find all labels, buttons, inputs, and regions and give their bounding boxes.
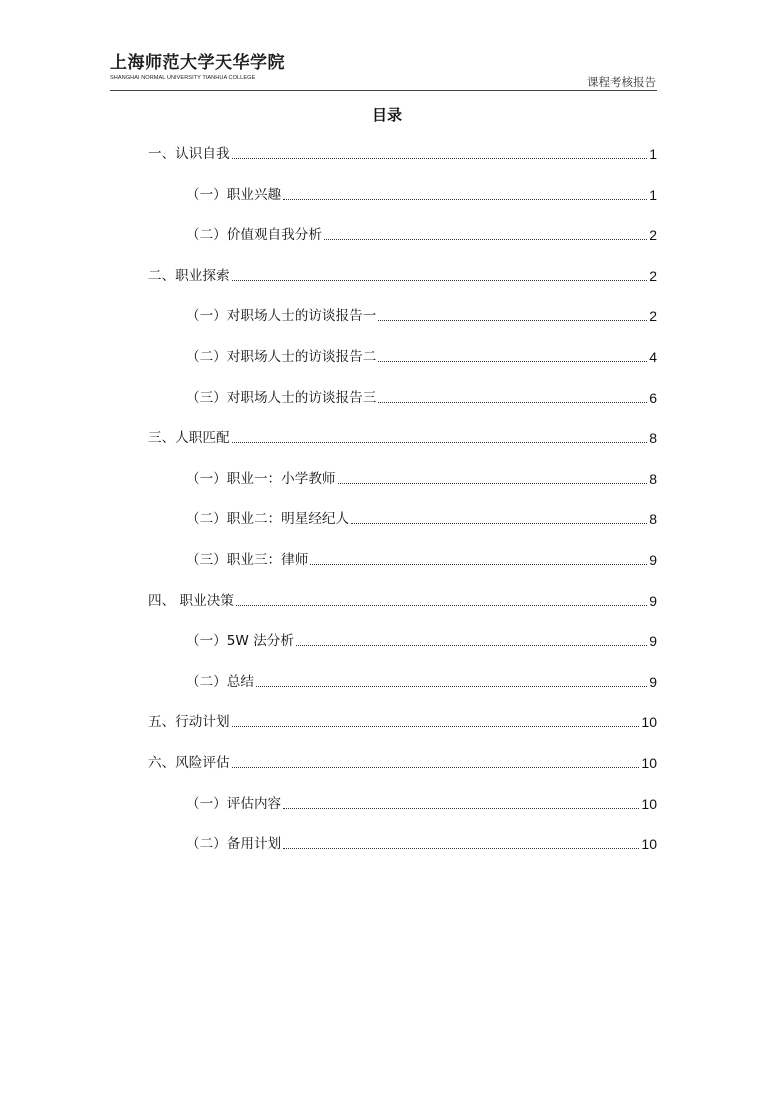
toc-entry-label: （一）职业一：小学教师 (186, 470, 336, 487)
toc-entry-label: （二）职业二：明星经纪人 (186, 511, 350, 528)
toc-entry[interactable] (148, 144, 657, 164)
toc-entry-page-number: 10 (641, 714, 657, 731)
toc-entry-label: （二）价值观自我分析 (186, 227, 322, 244)
toc-dot-leader (236, 605, 647, 606)
toc-dot-leader (256, 686, 647, 687)
toc-dot-leader (351, 523, 647, 524)
toc-entry-label: 五、行动计划 (148, 714, 230, 731)
toc-dot-leader (232, 442, 648, 443)
toc-entry-label: （三）对职场人士的访谈报告三 (186, 389, 377, 406)
toc-entry-page-number: 9 (649, 633, 657, 650)
toc-dot-leader (232, 767, 640, 768)
toc-entry[interactable] (186, 469, 657, 489)
toc-entry-page-number: 9 (649, 592, 657, 609)
toc-entry-page-number: 6 (649, 389, 657, 406)
toc-dot-leader (296, 645, 647, 646)
toc-entry[interactable] (148, 266, 657, 286)
toc-entry-page-number: 2 (649, 227, 657, 244)
toc-entry[interactable] (148, 753, 657, 773)
toc-entry-page-number: 9 (649, 552, 657, 568)
toc-dot-leader (324, 239, 647, 240)
toc-entry-label: （二）备用计划 (186, 836, 282, 853)
toc-dot-leader (283, 199, 647, 200)
toc-entry[interactable] (186, 631, 657, 651)
toc-dot-leader (378, 361, 647, 362)
toc-entry-label: （三）职业三：律师 (186, 552, 309, 568)
college-logo (110, 48, 310, 81)
toc-entry-label: （一）评估内容 (186, 795, 282, 812)
toc-entry[interactable] (186, 225, 657, 245)
toc-entry-label: 三、人职匹配 (148, 430, 230, 447)
logo-chinese-name: 上海师范大学天华学院 (110, 53, 285, 73)
toc-entry-page-number: 8 (649, 511, 657, 528)
toc-entry-page-number: 4 (649, 349, 657, 365)
toc-entry-label: （一）职业兴趣 (186, 186, 282, 203)
toc-entry-label: （一）对职场人士的访谈报告一 (186, 308, 377, 325)
toc-entry[interactable] (186, 185, 657, 205)
toc-entry-label: 一、认识自我 (148, 146, 230, 162)
toc-entry[interactable] (148, 428, 657, 448)
toc-dot-leader (378, 320, 647, 321)
toc-entry[interactable] (186, 509, 657, 529)
toc-entry-page-number: 8 (649, 470, 657, 487)
toc-entry-page-number: 10 (641, 755, 657, 771)
toc-entry-label: 四、 职业决策 (148, 592, 234, 609)
toc-entry-page-number: 2 (649, 267, 657, 284)
toc-entry[interactable] (148, 591, 657, 611)
toc-title: 目录 (371, 106, 402, 124)
toc-entry-label: （二）对职场人士的访谈报告二 (186, 349, 377, 365)
toc-entry-page-number: 2 (649, 308, 657, 325)
toc-dot-leader (283, 848, 639, 849)
toc-entry-page-number: 10 (641, 836, 657, 853)
toc-entry[interactable] (186, 550, 657, 570)
toc-entry[interactable] (186, 672, 657, 692)
toc-dot-leader (232, 280, 648, 281)
toc-entry-page-number: 9 (649, 673, 657, 690)
toc-dot-leader (338, 483, 648, 484)
toc-entry-label: （一）5W 法分析 (186, 633, 294, 650)
toc-entry[interactable] (186, 794, 657, 814)
toc-dot-leader (232, 158, 648, 159)
document-type: 课程考核报告 (587, 75, 656, 89)
toc-entry-label: 六、风险评估 (148, 755, 230, 771)
toc-entry-page-number: 1 (649, 186, 657, 203)
toc-entry-page-number: 1 (649, 146, 657, 162)
toc-entry[interactable] (148, 712, 657, 732)
toc-entry-page-number: 10 (641, 795, 657, 812)
toc-entry[interactable] (186, 347, 657, 367)
toc-dot-leader (232, 726, 640, 727)
toc-dot-leader (283, 808, 639, 809)
toc-entry[interactable] (186, 834, 657, 854)
toc-dot-leader (310, 564, 647, 565)
toc-entry-label: （二）总结 (186, 673, 254, 690)
toc-dot-leader (378, 402, 647, 403)
header-divider (110, 90, 657, 91)
toc-entry[interactable] (186, 306, 657, 326)
toc-entry[interactable] (186, 388, 657, 408)
toc-entry-page-number: 8 (649, 430, 657, 447)
logo-english-name: SHANGHAI NORMAL UNIVERSITY TIANHUA COLLEGE (110, 75, 256, 81)
toc-entry-label: 二、职业探索 (148, 267, 230, 284)
